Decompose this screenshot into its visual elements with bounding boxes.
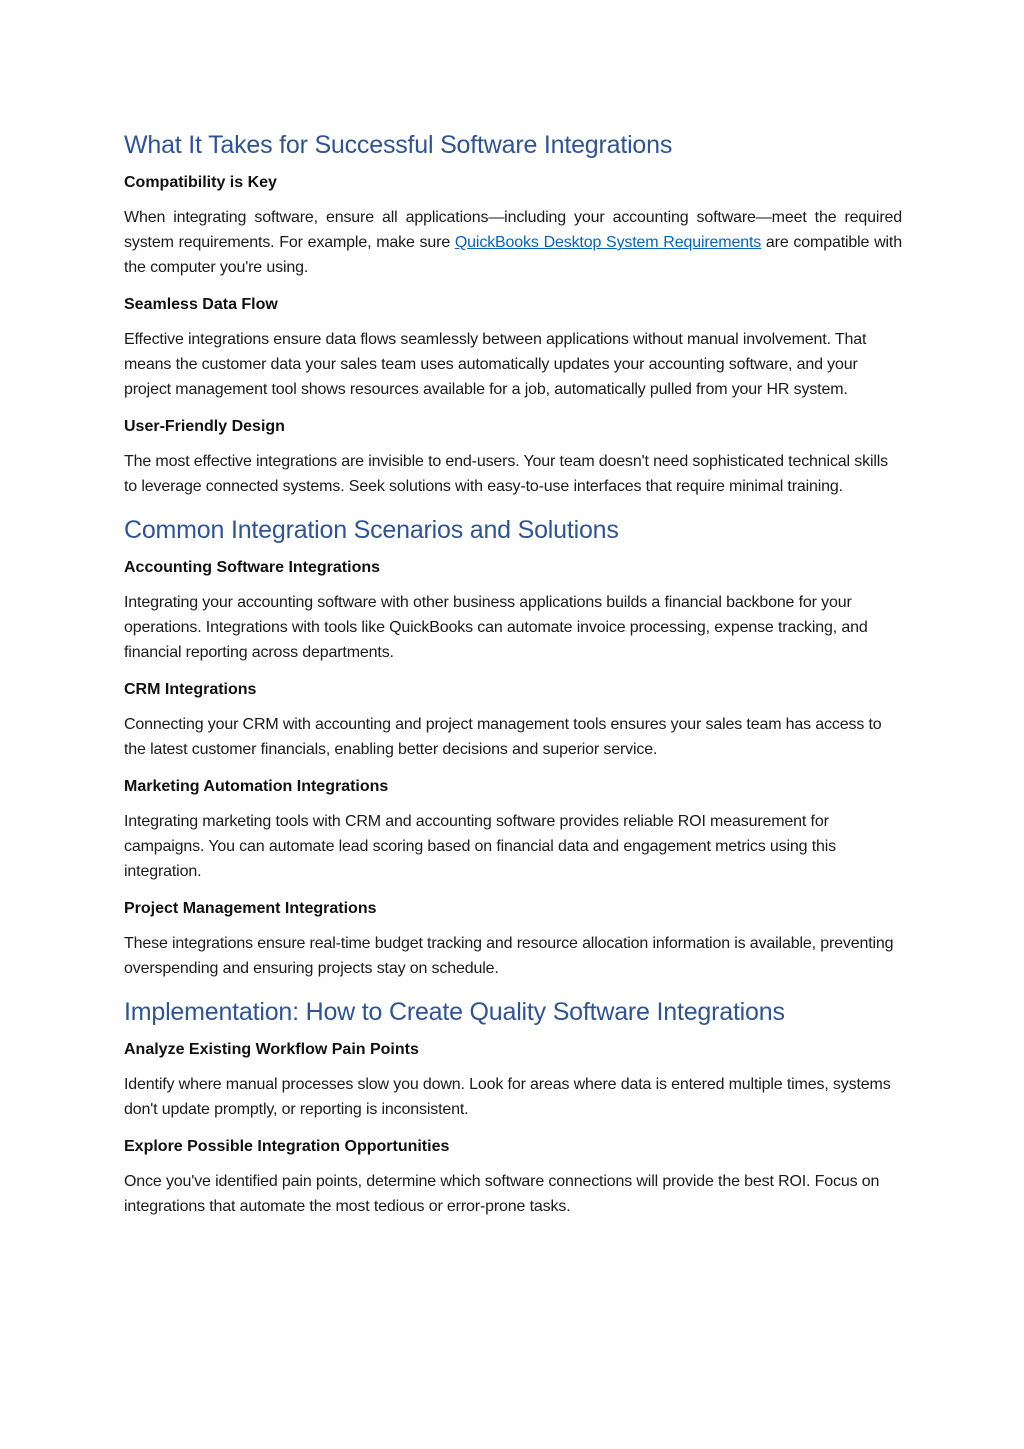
subheading-compatibility: Compatibility is Key bbox=[124, 174, 277, 191]
paragraph-user-friendly-design: The most effective integrations are invisible to end-users. Your team doesn't need sophisticated technical skills to leverage connected systems. Seek solutions with easy-to-use interfaces that require minimal training. bbox=[124, 453, 889, 495]
paragraph-seamless-data-flow: Effective integrations ensure data flows seamlessly between applications without manual involvement. That means the customer data your sales team uses automatically updates your accounting software, and your project management tool shows resources available for a job, automatically pulled from your HR system. bbox=[124, 331, 867, 398]
paragraph-compatibility bbox=[124, 205, 902, 280]
paragraph-crm-integrations: Connecting your CRM with accounting and project management tools ensures your sales team has access to the latest customer financials, enabling better decisions and superior service. bbox=[124, 716, 882, 758]
subheading-user-friendly-design: User-Friendly Design bbox=[124, 418, 285, 435]
section-heading-common-scenarios: Common Integration Scenarios and Solutions bbox=[124, 516, 619, 544]
paragraph-explore-opportunities: Once you've identified pain points, determine which software connections will provide the best ROI. Focus on integrations that automate the most tedious or error-prone tasks. bbox=[124, 1173, 880, 1215]
subheading-explore-opportunities: Explore Possible Integration Opportunities bbox=[124, 1138, 450, 1155]
subheading-project-management: Project Management Integrations bbox=[124, 900, 377, 917]
paragraph-compatibility-text-before: When integrating software, ensure all applications—including your accounting software—meet the required system requirements. For example, make sure bbox=[124, 209, 902, 251]
subheading-crm-integrations: CRM Integrations bbox=[124, 681, 257, 698]
paragraph-analyze-pain-points: Identify where manual processes slow you down. Look for areas where data is entered multiple times, systems don't update promptly, or reporting is inconsistent. bbox=[124, 1076, 891, 1118]
subheading-analyze-pain-points: Analyze Existing Workflow Pain Points bbox=[124, 1041, 419, 1058]
paragraph-marketing-automation: Integrating marketing tools with CRM and accounting software provides reliable ROI measurement for campaigns. You can automate lead scoring based on financial data and engagement metrics using this integration. bbox=[124, 813, 836, 880]
section-heading-successful-integrations: What It Takes for Successful Software Integrations bbox=[124, 131, 673, 159]
quickbooks-system-requirements-link[interactable]: QuickBooks Desktop System Requirements bbox=[454, 234, 762, 251]
paragraph-project-management: These integrations ensure real-time budget tracking and resource allocation information is available, preventing overspending and ensuring projects stay on schedule. bbox=[124, 935, 894, 977]
paragraph-compatibility-text-after: are compatible with the computer you're using. bbox=[124, 234, 902, 276]
subheading-seamless-data-flow: Seamless Data Flow bbox=[124, 296, 278, 313]
subheading-accounting-integrations: Accounting Software Integrations bbox=[124, 559, 381, 576]
paragraph-accounting-integrations: Integrating your accounting software with other business applications builds a financial backbone for your operations. Integrations with tools like QuickBooks can automate invoice processing, expense tracking, and financial reporting across departments. bbox=[124, 594, 868, 661]
section-heading-implementation: Implementation: How to Create Quality Software Integrations bbox=[124, 998, 785, 1026]
document-page bbox=[124, 128, 902, 1233]
subheading-marketing-automation: Marketing Automation Integrations bbox=[124, 778, 389, 795]
